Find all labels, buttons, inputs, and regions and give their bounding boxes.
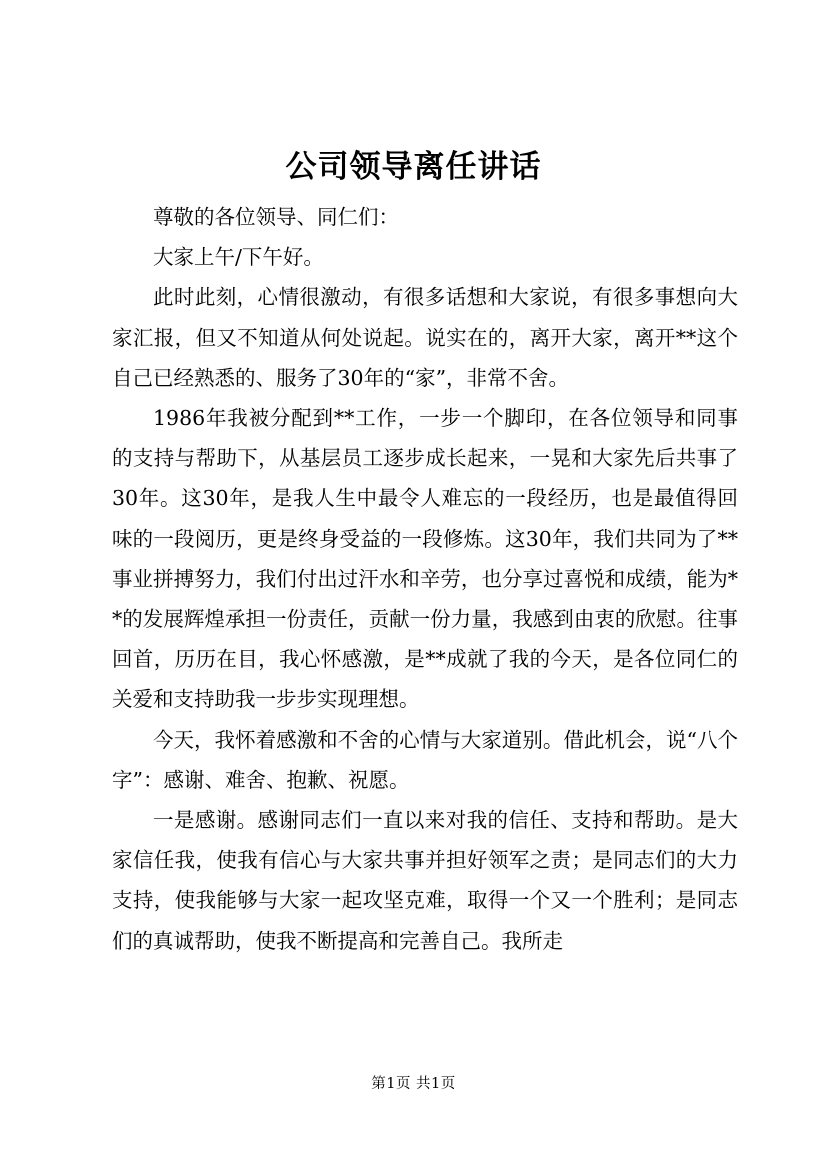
paragraph-greeting: 尊敬的各位领导、同仁们： (153, 205, 399, 229)
paragraph-thanks: 一是感谢。感谢同志们一直以来对我的信任、支持和帮助。是大家信任我，使我有信心与大家共事并担好领军之责；是同志们的大力支持，使我能够与大家一起攻坚克难，取得一个又一个胜利；是同志们的真诚帮助，使我不断提高和完善自己。我所走 (112, 808, 738, 953)
document-body (112, 197, 738, 961)
paragraph-career: 1986年我被分配到**工作，一步一个脚印，在各位领导和同事的支持与帮助下，从基层员工逐步成长起来，一晃和大家先后共事了30年。这30年，是我人生中最令人难忘的一段经历，也是最值得回味的一段阅历，更是终身受益的一段修炼。这30年，我们共同为了**事业拼搏努力，我们付出过汗水和辛劳，也分享过喜悦和成绩，能为**的发展辉煌承担一份责任，贡献一份力量，我感到由衷的欣慰。往事回首，历历在目，我心怀感激，是**成就了我的今天，是各位同仁的关爱和支持助我一步步实现理想。 (112, 406, 738, 712)
paragraph-farewell: 今天，我怀着感激和不舍的心情与大家道别。借此机会，说“八个字”：感谢、难舍、抱歉、祝愿。 (112, 727, 738, 792)
paragraph-intro: 此时此刻，心情很激动，有很多话想和大家说，有很多事想向大家汇报，但又不知道从何处说起。说实在的，离开大家，离开**这个自己已经熟悉的、服务了30年的“家”，非常不舍。 (112, 285, 738, 390)
page-footer: 第1页 共1页 (371, 1076, 456, 1092)
document-title: 公司领导离任讲话 (285, 149, 542, 185)
paragraph-salutation: 大家上午/下午好。 (153, 245, 324, 270)
